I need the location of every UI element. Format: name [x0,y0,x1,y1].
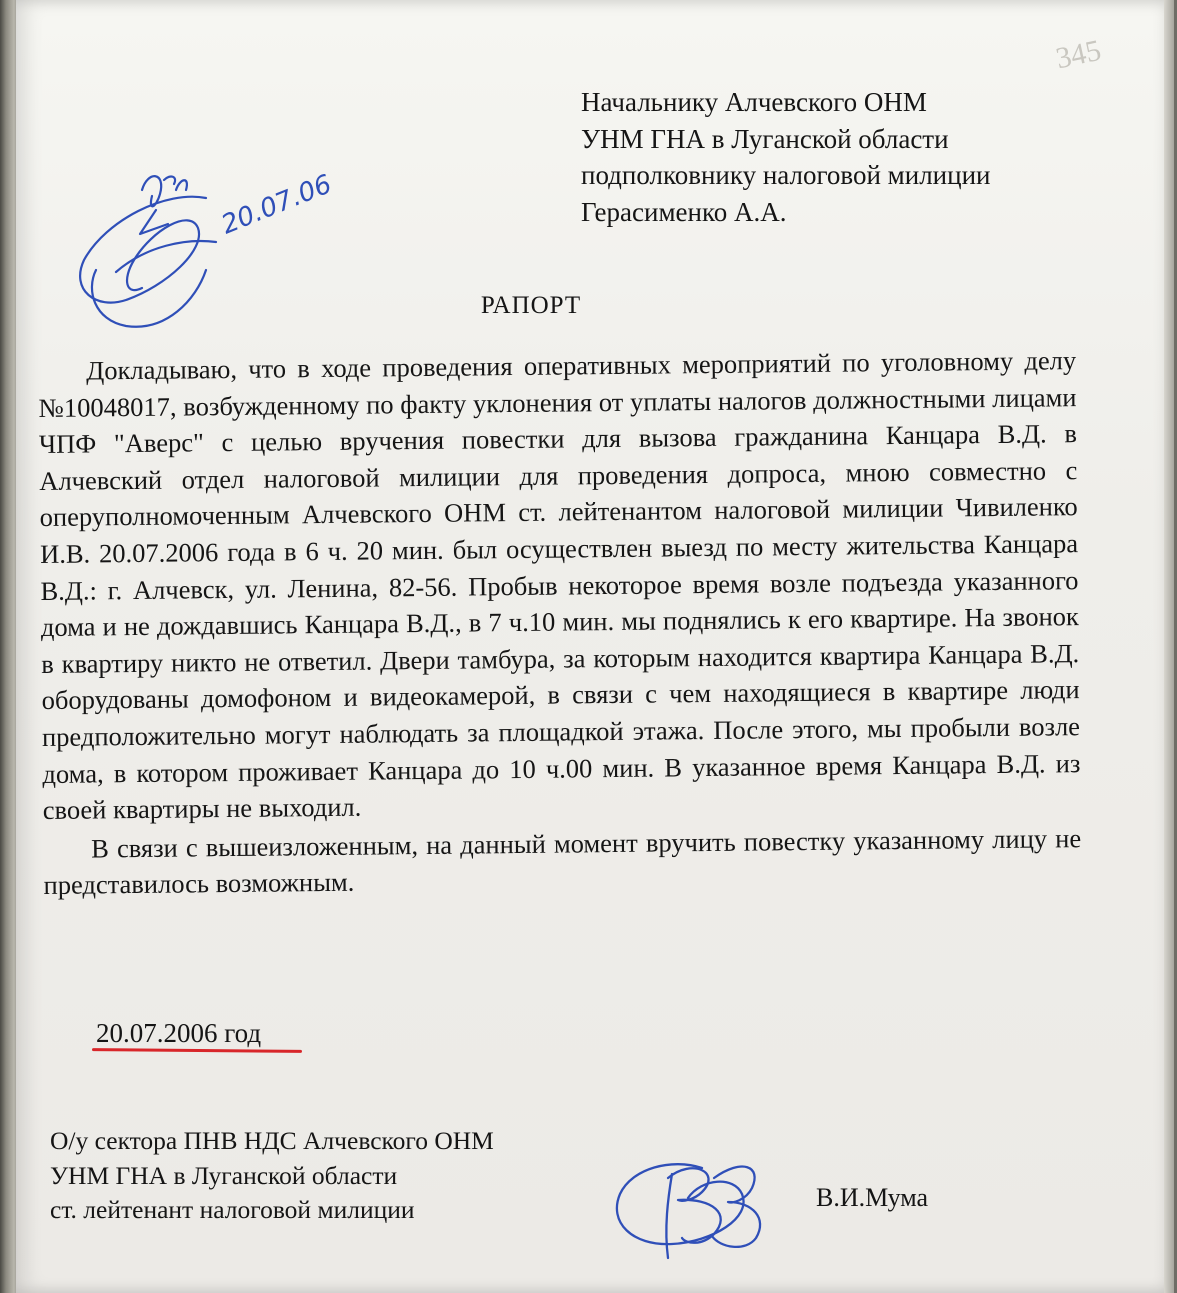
report-date: 20.07.2006 год [96,1018,262,1048]
document-title: РАПОРТ [480,292,582,319]
addressee-line: Начальнику Алчевского ОНМ [581,87,927,117]
folio-number: 345 [1052,33,1104,76]
report-paragraph: В связи с вышеизложенным, на данный момент вручить повестку указанному лицу не представилось возможным. [43,822,1082,901]
resolution-signature [56,150,376,350]
signer-signature [602,1138,802,1278]
signer-name: В.И.Мума [816,1183,929,1212]
resolution-date: 20.07.06 [217,169,336,241]
addressee-line: подполковнику налоговой милиции [581,160,991,190]
report-paragraph: Докладываю, что в ходе проведения оперативных мероприятий по уголовному делу №10048017, возбужденному по факту уклонения от уплаты налогов должностными лицами ЧПФ "Аверс" с целью вручения повестки для вызова гражданина Канцара В.Д. в Алчевский отдел налоговой милиции для проведения допроса, мною совместно с оперуполномоченным Алчевского ОНМ ст. лейтенантом налоговой милиции Чивиленко И.В. 20.07.2006 года в 6 ч. 20 мин. был осуществлен выезд по месту жительства Канцара В.Д.: г. Алчевск, ул. Ленина, 82-56. Пробыв некоторое время возле подъезда указанного дома и не дождавшись Канцара В.Д., в 7 ч.10 мин. мы поднялись к его квартире. На звонок в квартиру никто не ответил. Двери тамбура, за которым находится квартира Канцара В.Д. оборудованы домофоном и видеокамерой, в связи с чем находящиеся в квартире люди предположительно могут наблюдать за площадкой этажа. После этого, мы пробыли возле дома, в котором проживает Канцара до 10 ч.00 мин. В указанное время Канцара В.Д. из своей квартиры не выходил. [38,345,1081,826]
report-body [38,342,1082,904]
date-underline [92,1048,302,1053]
signer-position-line: УНМ ГНА в Луганской области [50,1160,398,1190]
page-edge [1164,0,1174,1293]
signer-position [50,1124,494,1228]
addressee-line: Герасименко А.А. [581,196,787,227]
document-page [16,0,1174,1293]
signer-position-line: О/у сектора ПНВ НДС Алчевского ОНМ [50,1126,494,1155]
addressee-line: УНМ ГНА в Луганской области [581,123,949,154]
signer-position-line: ст. лейтенант налоговой милиции [50,1195,415,1224]
addressee-block [581,84,990,230]
